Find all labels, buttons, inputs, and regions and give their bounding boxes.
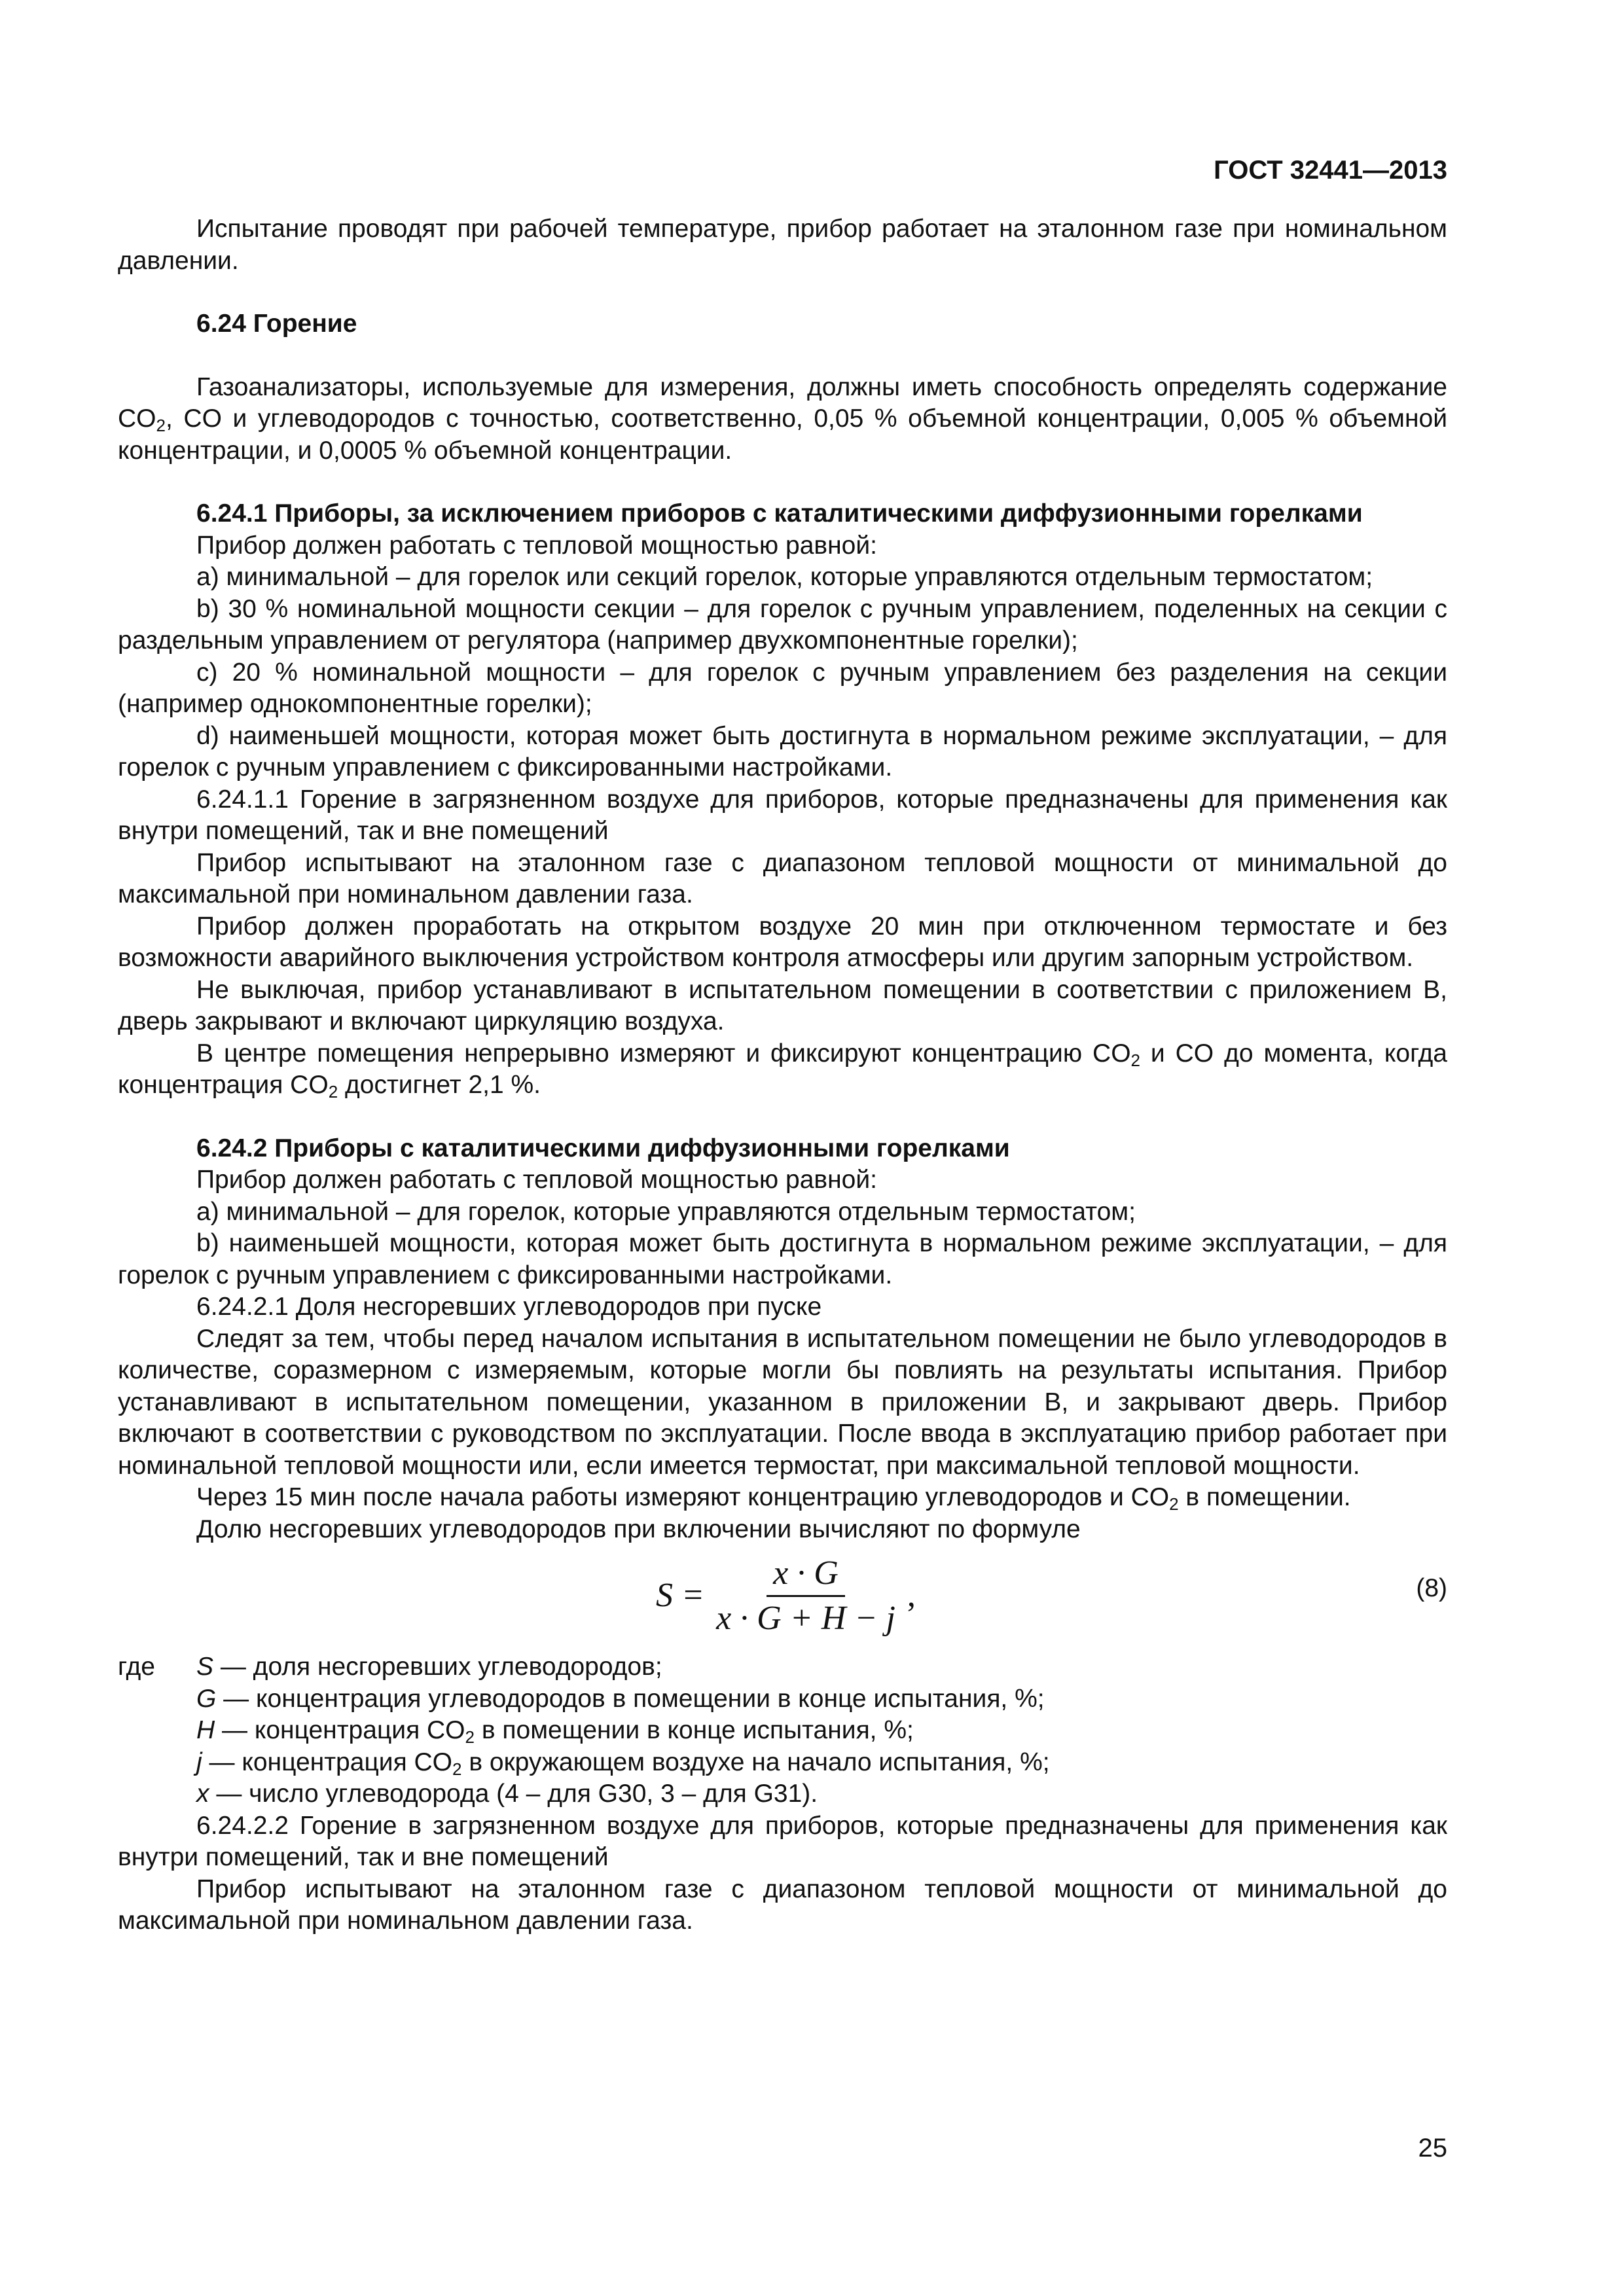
section-heading-6-24: 6.24 Горение (196, 310, 357, 338)
subsection-title-6-24-2-1: 6.24.2.1 Доля несгоревших углеводородов при пуске (196, 1293, 822, 1321)
formula-comma: , (907, 1577, 916, 1615)
list-item: b) наименьшей мощности, которая может быть достигнута в нормальном режиме эксплуатации, – для горелок с ручным управлением с фиксированными настройками. (118, 1229, 1447, 1289)
paragraph: Прибор испытывают на эталонном газе с диапазоном тепловой мощности от минимальной до максимальной при номинальном давлении газа. (118, 1874, 1447, 1935)
formula-legend-label: где (118, 1653, 155, 1681)
list-item: b) 30 % номинальной мощности секции – для горелок с ручным управлением, поделенных на секции с раздельным управлением от регулятора (например двухкомпонентные горелки); (118, 594, 1447, 655)
formula-expression (656, 1554, 916, 1638)
list-item: a) минимальной – для горелок, которые управляются отдельным термостатом; (196, 1197, 1136, 1226)
legend-item: G — концентрация углеводородов в помещении в конце испытания, %; (196, 1684, 1045, 1713)
formula-lhs: S = (656, 1577, 705, 1615)
paragraph: Прибор должен проработать на открытом воздухе 20 мин при отключенном термостате и без возможности аварийного выключения устройством контроля атмосферы или другим запорным устройством. (118, 912, 1447, 972)
formula-denominator: x · G + H − j (716, 1600, 895, 1637)
paragraph: Прибор испытывают на эталонном газе с диапазоном тепловой мощности от минимальной до максимальной при номинальном давлении газа. (118, 848, 1447, 908)
section-heading-6-24-2: 6.24.2 Приборы с каталитическими диффузионными горелками (196, 1134, 1010, 1162)
paragraph: Не выключая, прибор устанавливают в испытательном помещении в соответствии с приложением В, дверь закрывают и включают циркуляцию воздуха. (118, 975, 1447, 1035)
document-body (118, 213, 1447, 1937)
list-item: d) наименьшей мощности, которая может быть достигнута в нормальном режиме эксплуатации, – для горелок с ручным управлением с фиксированными настройками. (118, 721, 1447, 781)
legend-item: H — концентрация $CO_2$ в помещении в конце испытания, %; (196, 1716, 914, 1747)
paragraph: Следят за тем, чтобы перед началом испытания в испытательном помещении не было углеводородов в количестве, соразмерном с измеряемым, которые могли бы повлиять на результаты испытания. Прибор устанавливают в испытательном помещении, указанном в приложении В, и закрывают дверь. Прибор включают в соответствии с руководством по эксплуатации. После ввода в эксплуатацию прибор работает при номинальной тепловой мощности или, если имеется термостат, при максимальной тепловой мощности. (118, 1324, 1447, 1480)
paragraph: В центре помещения непрерывно измеряют и фиксируют концентрацию $CO_2$ и CO до момента, когда концентрация $CO_2$ достигнет 2,1 %. (118, 1039, 1447, 1102)
legend-item: j — концентрация $CO_2$ в окружающем воздухе на начало испытания, %; (196, 1748, 1050, 1779)
page-number: 25 (1418, 2134, 1447, 2162)
formula-legend (118, 1651, 1447, 1810)
legend-item: x — число углеводорода (4 – для G30, 3 – для G31). (196, 1780, 818, 1808)
formula-fraction (710, 1554, 902, 1638)
paragraph: Газоанализаторы, используемые для измерения, должны иметь способность определять содержание $CO_2$, CO и углеводородов с точностью, соответственно, 0,05 % объемной концентрации, 0,005 % объемной концентрации, и 0,0005 % объемной концентрации. (118, 372, 1447, 465)
list-item: a) минимальной – для горелок или секций горелок, которые управляются отдельным термостатом; (196, 563, 1373, 591)
subsection-title-6-24-2-2: 6.24.2.2 Горение в загрязненном воздухе для приборов, которые предназначены для применения как внутри помещений, так и вне помещений (118, 1811, 1447, 1871)
subsection-title-6-24-1-1: 6.24.1.1 Горение в загрязненном воздухе для приборов, которые предназначены для применения как внутри помещений, так и вне помещений (118, 785, 1447, 845)
paragraph: Прибор должен работать с тепловой мощностью равной: (196, 531, 877, 560)
paragraph: Прибор должен работать с тепловой мощностью равной: (196, 1166, 877, 1194)
formula-8 (118, 1551, 1447, 1642)
paragraph: Через 15 мин после начала работы измеряют концентрацию углеводородов и $CO_2$ в помещении. (196, 1483, 1351, 1514)
legend-item: S — доля несгоревших углеводородов; (196, 1653, 662, 1681)
document-standard-header: ГОСТ 32441—2013 (1214, 156, 1447, 185)
list-item: c) 20 % номинальной мощности – для горелок с ручным управлением без разделения на секции (например однокомпонентные горелки); (118, 658, 1447, 718)
section-heading-6-24-1: 6.24.1 Приборы, за исключением приборов с каталитическими диффузионными горелками (196, 499, 1363, 528)
paragraph: Испытание проводят при рабочей температуре, прибор работает на эталонном газе при номинальном давлении. (118, 215, 1447, 275)
formula-number: (8) (1416, 1574, 1447, 1602)
formula-numerator: x · G (767, 1554, 845, 1597)
paragraph: Долю несгоревших углеводородов при включении вычисляют по формуле (196, 1515, 1081, 1543)
